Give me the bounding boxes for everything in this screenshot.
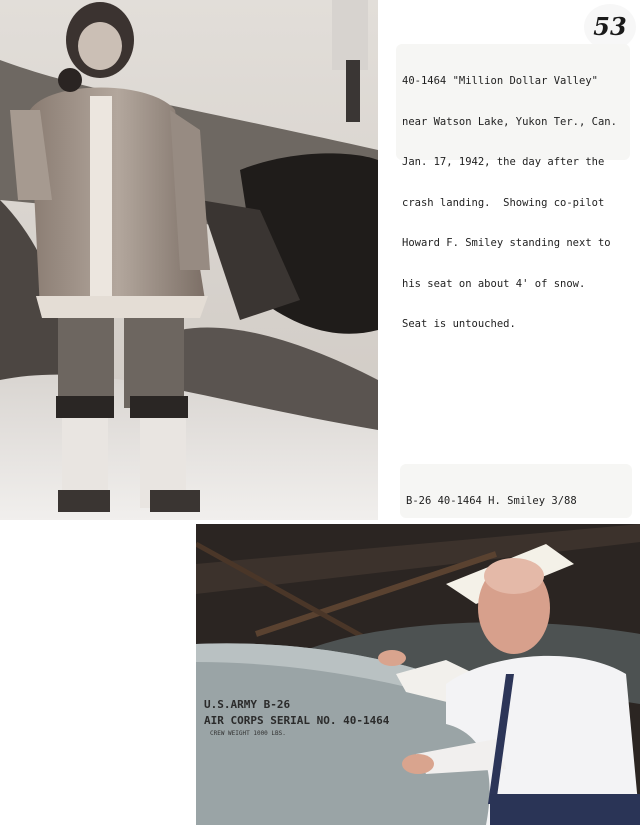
caption-restoration bbox=[400, 464, 632, 518]
caption-line: crash landing. Showing co-pilot bbox=[402, 196, 605, 209]
color-photo-restoration bbox=[196, 524, 640, 825]
photo-hangar-icon bbox=[196, 524, 640, 825]
fuselage-text-line3: CREW WEIGHT 1000 LBS. bbox=[210, 730, 286, 737]
historic-photo-aviator bbox=[0, 0, 378, 520]
caption-line: B-26 40-1464 H. Smiley 3/88 bbox=[406, 495, 577, 507]
caption-line: his seat on about 4' of snow. bbox=[402, 277, 586, 290]
photo-aviator-snow-icon bbox=[0, 0, 378, 520]
page-number: 53 bbox=[584, 4, 636, 50]
fuselage-text-line2: AIR CORPS SERIAL NO. 40-1464 bbox=[204, 714, 390, 727]
caption-line: Howard F. Smiley standing next to bbox=[402, 237, 611, 249]
caption-line: near Watson Lake, Yukon Ter., Can. bbox=[402, 115, 617, 128]
caption-crash-landing bbox=[396, 44, 630, 330]
caption-line: 40-1464 "Million Dollar Valley" bbox=[402, 75, 598, 87]
fuselage-text-line1: U.S.ARMY B-26 bbox=[204, 698, 291, 711]
caption-line: Seat is untouched. bbox=[402, 318, 516, 330]
caption-line: Jan. 17, 1942, the day after the bbox=[402, 156, 605, 168]
